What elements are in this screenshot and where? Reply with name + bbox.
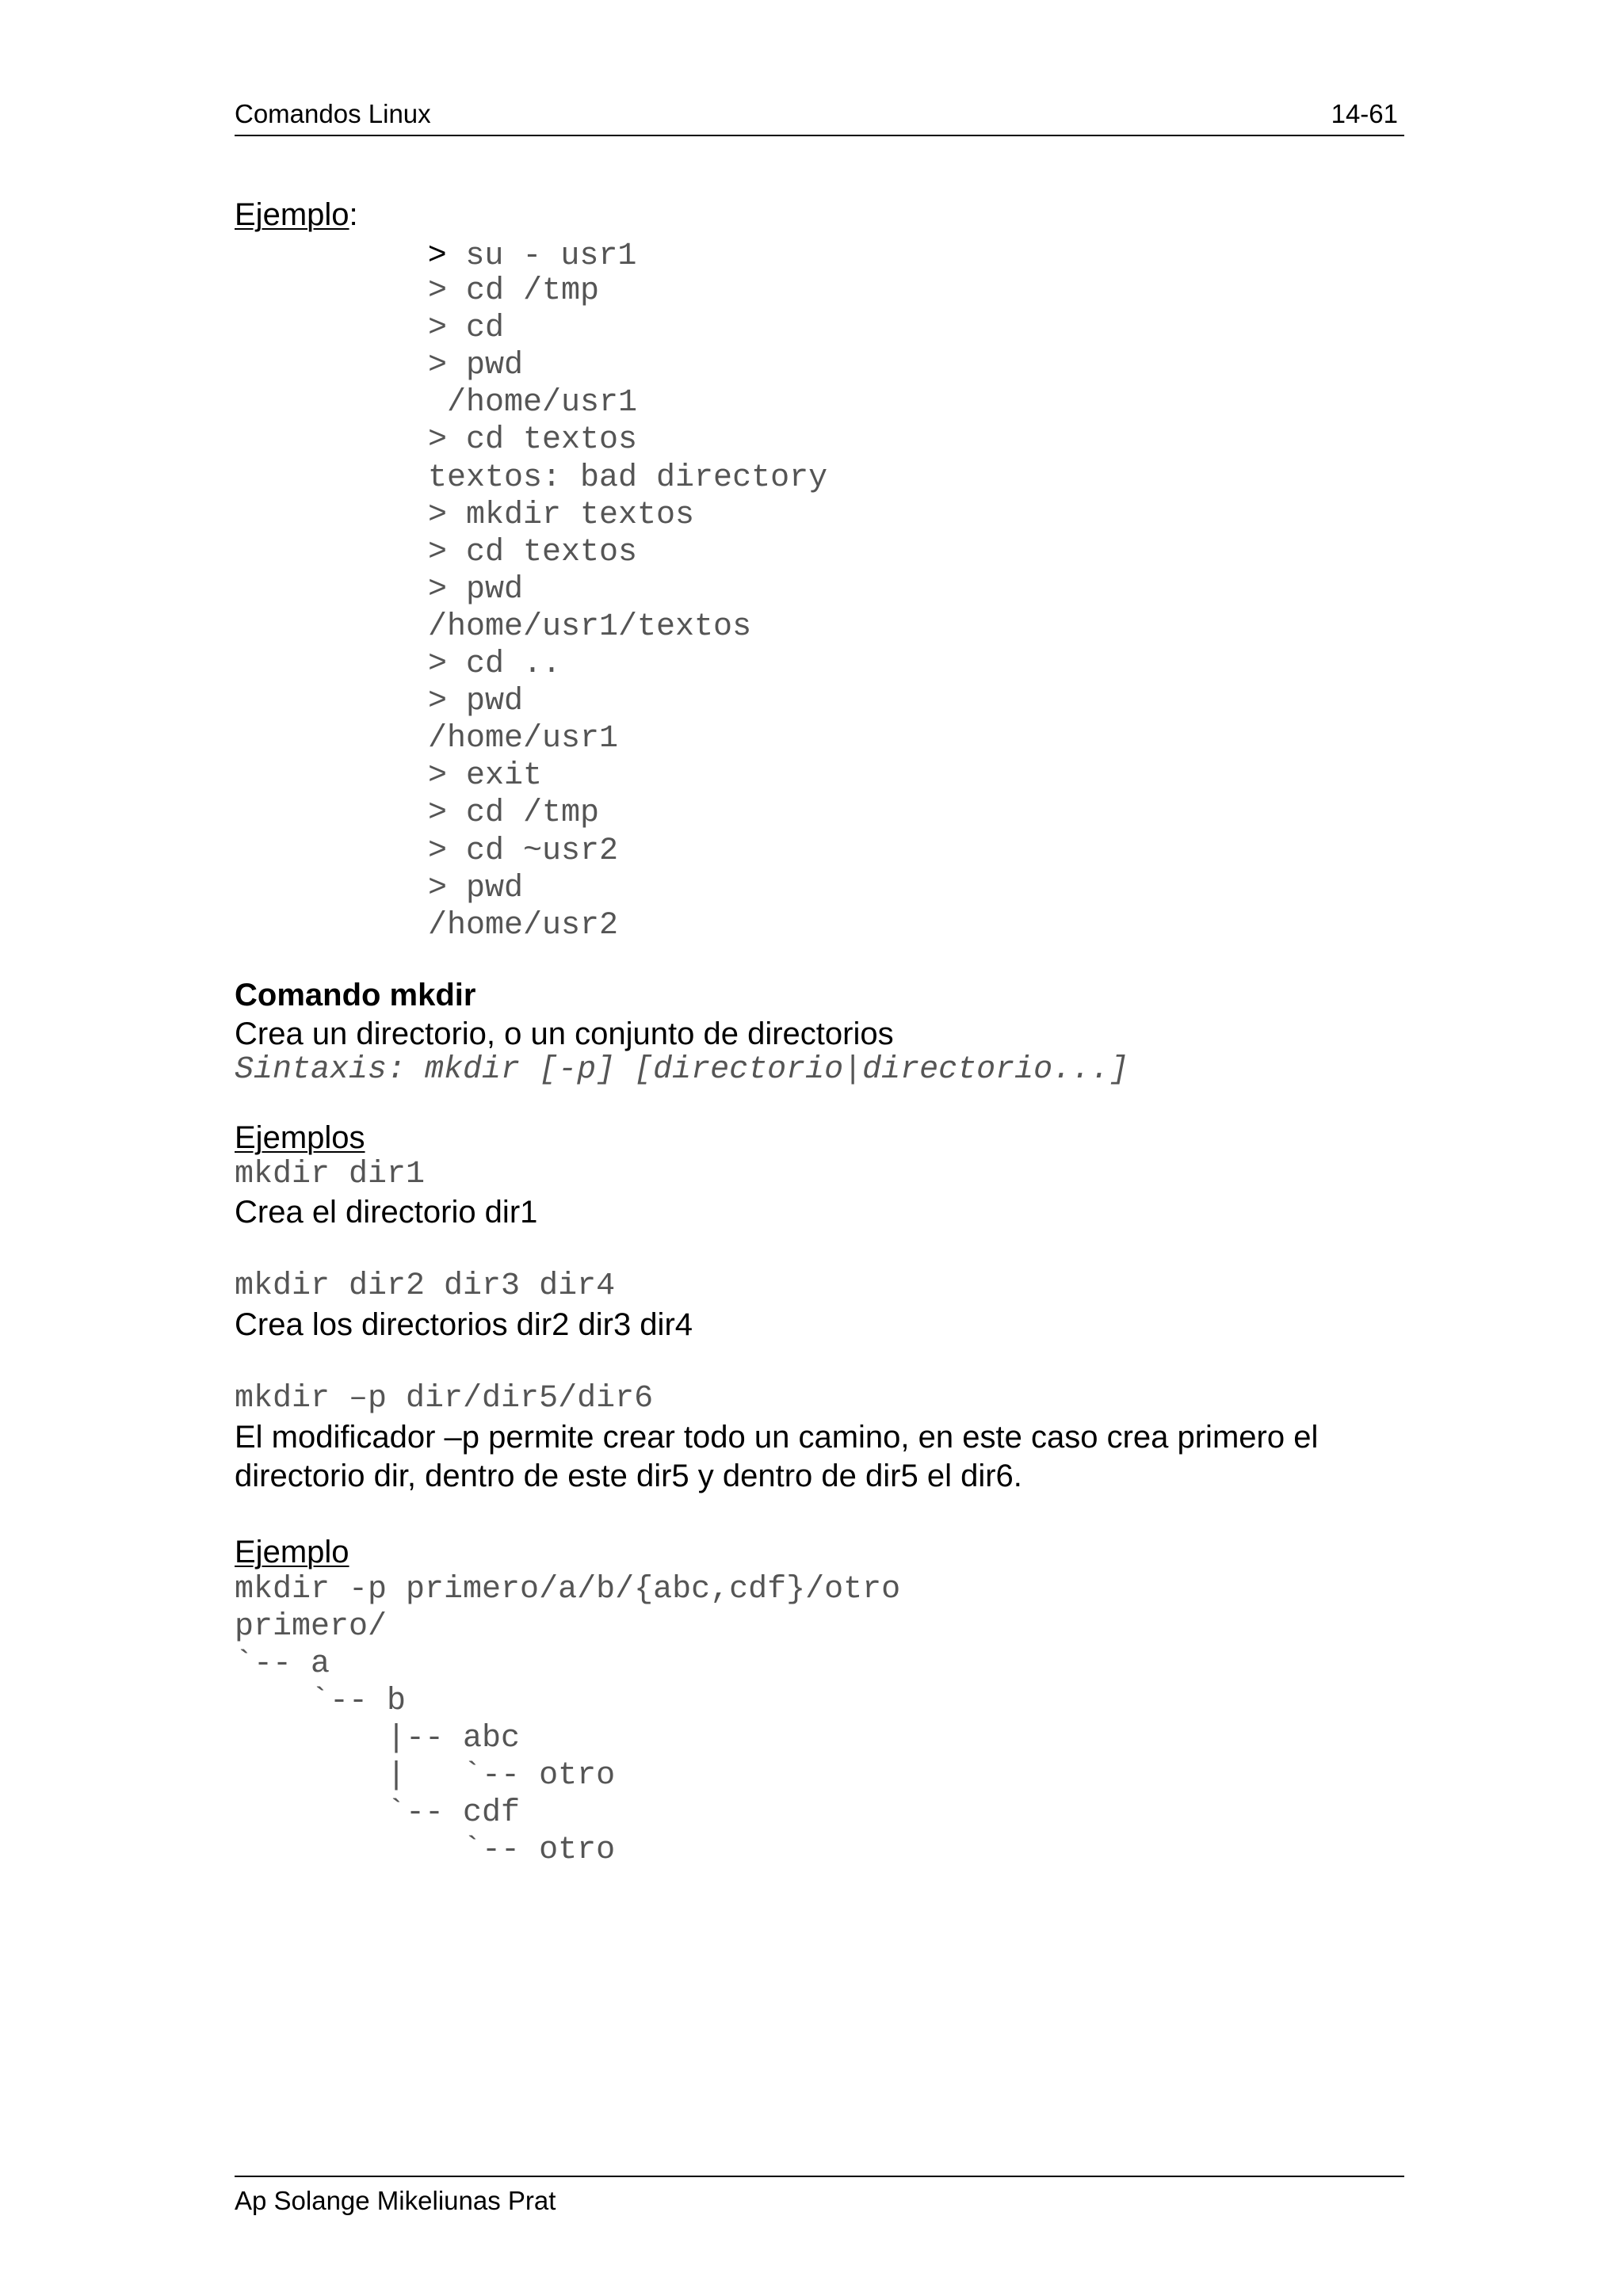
example-explanation: El modificador –p permite crear todo un camino, en este caso crea primero el bbox=[235, 1420, 1319, 1455]
terminal-line: > cd .. bbox=[428, 646, 562, 683]
tree-line: mkdir -p primero/a/b/{abc,cdf}/otro bbox=[235, 1572, 901, 1608]
tree-line: `-- a bbox=[235, 1646, 330, 1682]
terminal-line: /home/usr1/textos bbox=[428, 608, 752, 645]
terminal-line: > exit bbox=[428, 758, 543, 795]
terminal-line: > pwd bbox=[428, 571, 524, 608]
terminal-line: > pwd bbox=[428, 348, 524, 384]
syntax-line: Sintaxis: mkdir [-p] [directorio|directorio...] bbox=[235, 1052, 1129, 1088]
terminal-line: > cd /tmp bbox=[428, 273, 600, 310]
examples-heading: Ejemplos bbox=[235, 1120, 365, 1155]
terminal-line: /home/usr1 bbox=[428, 385, 638, 421]
example-colon: : bbox=[349, 197, 358, 232]
terminal-line: > pwd bbox=[428, 870, 524, 906]
section-description: Crea un directorio, o un conjunto de directorios bbox=[235, 1016, 894, 1051]
terminal-line bbox=[428, 235, 827, 273]
tree-line: `-- b bbox=[235, 1684, 407, 1719]
example-command: mkdir dir1 bbox=[235, 1157, 426, 1192]
example-explanation: Crea los directorios dir2 dir3 dir4 bbox=[235, 1307, 693, 1342]
terminal-line: > cd textos bbox=[428, 534, 638, 570]
tree-line: `-- cdf bbox=[235, 1795, 521, 1831]
tree-line: `-- otro bbox=[235, 1833, 616, 1868]
terminal-prompt: > bbox=[428, 236, 447, 271]
section-title: Comando mkdir bbox=[235, 978, 476, 1013]
example-command: mkdir –p dir/dir5/dir6 bbox=[235, 1381, 654, 1417]
terminal-line: /home/usr2 bbox=[428, 907, 619, 944]
terminal-line: textos: bad directory bbox=[428, 460, 828, 496]
terminal-session bbox=[428, 235, 827, 944]
page-number: 14-61 bbox=[1331, 99, 1398, 128]
tree-line: primero/ bbox=[235, 1609, 388, 1645]
terminal-line: > cd bbox=[428, 311, 505, 347]
terminal-line: > cd textos bbox=[428, 422, 638, 459]
example-command: mkdir dir2 dir3 dir4 bbox=[235, 1268, 616, 1304]
terminal-command: su - usr1 bbox=[446, 238, 637, 274]
terminal-line: /home/usr1 bbox=[428, 721, 619, 757]
terminal-line: > cd ~usr2 bbox=[428, 833, 619, 869]
terminal-line: > mkdir textos bbox=[428, 497, 695, 533]
tree-line: |-- abc bbox=[235, 1721, 521, 1756]
example2-heading: Ejemplo bbox=[235, 1535, 349, 1569]
page-header bbox=[235, 93, 1404, 136]
tree-line: | `-- otro bbox=[235, 1758, 616, 1794]
page-footer bbox=[235, 2176, 1404, 2222]
example-explanation: directorio dir, dentro de este dir5 y dentro de dir5 el dir6. bbox=[235, 1459, 1022, 1493]
terminal-line: > pwd bbox=[428, 684, 524, 720]
footer-author: Ap Solange Mikeliunas Prat bbox=[235, 2186, 556, 2215]
example-heading bbox=[235, 196, 358, 234]
terminal-line: > cd /tmp bbox=[428, 795, 600, 832]
header-title: Comandos Linux bbox=[235, 99, 431, 128]
example-explanation: Crea el directorio dir1 bbox=[235, 1195, 538, 1230]
example-label: Ejemplo bbox=[235, 197, 349, 232]
